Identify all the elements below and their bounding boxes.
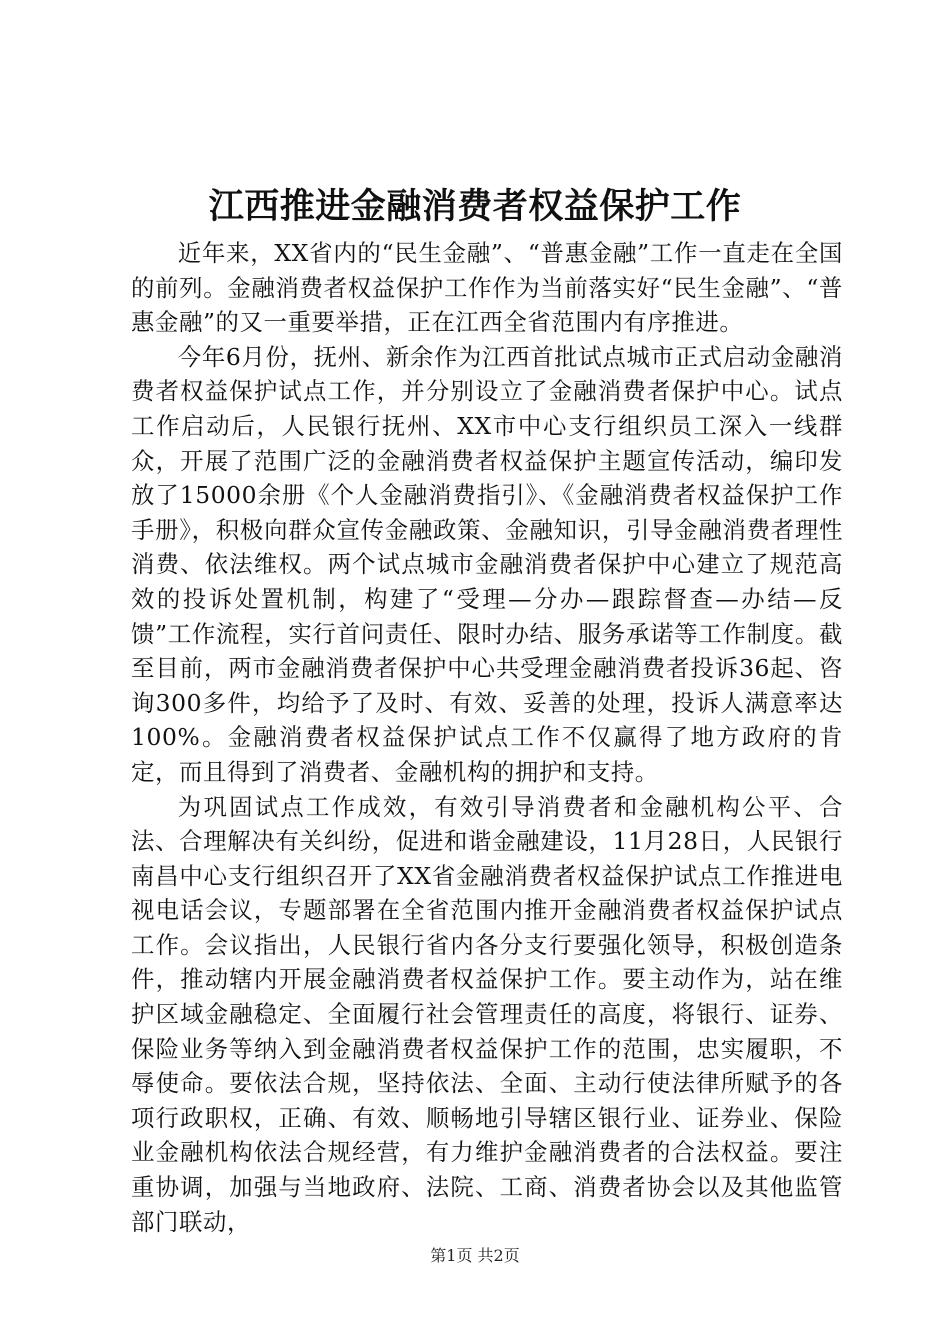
page-number-footer: 第1页 共2页: [430, 1246, 520, 1265]
paragraph: 今年6月份，抚州、新余作为江西首批试点城市正式启动金融消费者权益保护试点工作，并分别设立了金融消费者保护中心。试点工作启动后，人民银行抚州、XX市中心支行组织员工深入一线群众，开展了范围广泛的金融消费者权益保护主题宣传活动，编印发放了15000余册《个人金融消费指引》、《金融消费者权益保护工作手册》，积极向群众宣传金融政策、金融知识，引导金融消费者理性消费、依法维权。两个试点城市金融消费者保护中心建立了规范高效的投诉处置机制，构建了“受理—分办—跟踪督查—办结—反馈”工作流程，实行首问责任、限时办结、服务承诺等工作制度。截至目前，两市金融消费者保护中心共受理金融消费者投诉36起、咨询300多件，均给予了及时、有效、妥善的处理，投诉人满意率达100%。金融消费者权益保护试点工作不仅赢得了地方政府的肯定，而且得到了消费者、金融机构的拥护和支持。: [131, 342, 843, 786]
paragraph: 近年来，XX省内的“民生金融”、“普惠金融”工作一直走在全国的前列。金融消费者权益保护工作作为当前落实好“民生金融”、“普惠金融”的又一重要举措，正在江西全省范围内有序推进。: [131, 239, 843, 337]
paragraph: 为巩固试点工作成效，有效引导消费者和金融机构公平、合法、合理解决有关纠纷，促进和谐金融建设，11月28日，人民银行南昌中心支行组织召开了XX省金融消费者权益保护试点工作推进电视电话会议，专题部署在全省范围内推开金融消费者权益保护试点工作。会议指出，人民银行省内各分支行要强化领导，积极创造条件，推动辖内开展金融消费者权益保护工作。要主动作为，站在维护区域金融稳定、全面履行社会管理责任的高度，将银行、证券、保险业务等纳入到金融消费者权益保护工作的范围，忠实履职，不辱使命。要依法合规，坚持依法、全面、主动行使法律所赋予的各项行政职权，正确、有效、顺畅地引导辖区银行业、证券业、保险业金融机构依法合规经营，有力维护金融消费者的合法权益。要注重协调，加强与当地政府、法院、工商、消费者协会以及其他监管部门联动，: [131, 792, 843, 1236]
document-body: [131, 236, 843, 1239]
document-title: 江西推进金融消费者权益保护工作: [208, 187, 742, 227]
